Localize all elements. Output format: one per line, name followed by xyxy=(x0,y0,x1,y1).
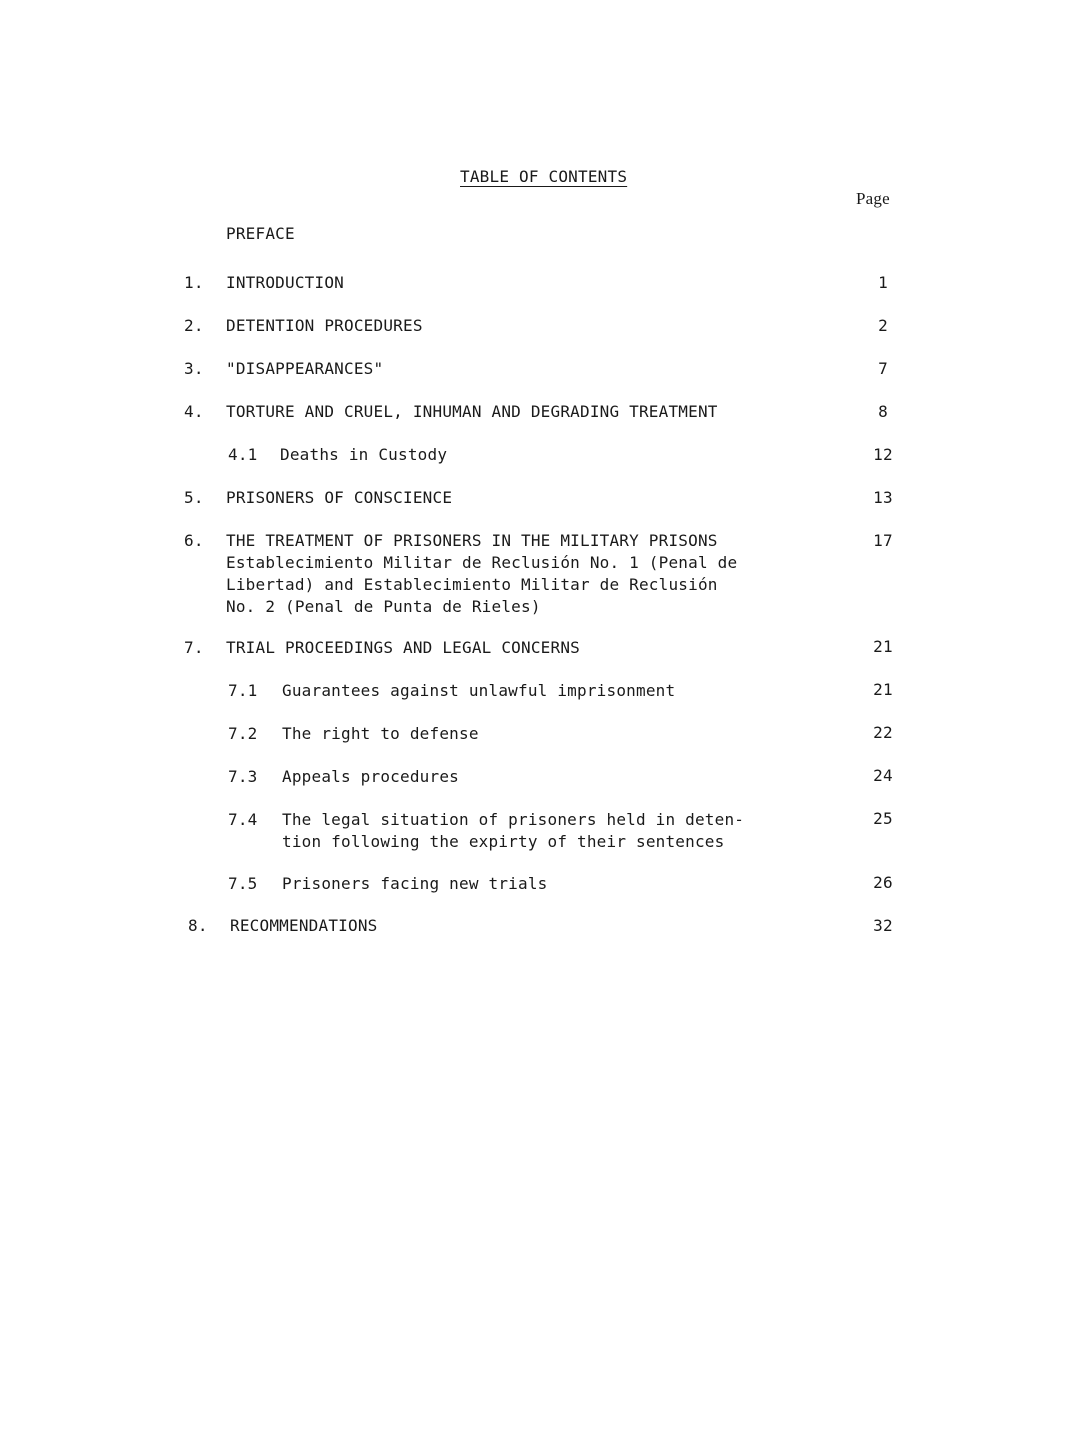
toc-subnumber: 7.5 xyxy=(228,874,258,893)
toc-entry-title: TRIAL PROCEEDINGS AND LEGAL CONCERNS xyxy=(226,638,580,657)
toc-page-number: 12 xyxy=(873,445,893,464)
toc-subentry-title: Prisoners facing new trials xyxy=(282,874,548,893)
toc-subentry-title-line: tion following the expirty of their sentences xyxy=(282,832,725,851)
toc-number: 8. xyxy=(188,916,208,935)
toc-subnumber: 7.4 xyxy=(228,810,258,829)
toc-number: 3. xyxy=(184,359,204,378)
toc-number: 2. xyxy=(184,316,204,335)
toc-entry-title-line: THE TREATMENT OF PRISONERS IN THE MILITARY PRISONS xyxy=(226,531,718,550)
toc-entry-title-line: Establecimiento Militar de Reclusión No. 1 (Penal de xyxy=(226,553,738,572)
toc-subnumber: 7.2 xyxy=(228,724,258,743)
toc-entry-title: DETENTION PROCEDURES xyxy=(226,316,423,335)
toc-page-number: 1 xyxy=(878,273,888,292)
toc-subnumber: 7.1 xyxy=(228,681,258,700)
toc-subentry-title: Deaths in Custody xyxy=(280,445,448,464)
toc-subentry-title: Guarantees against unlawful imprisonment xyxy=(282,681,676,700)
toc-subnumber: 4.1 xyxy=(228,445,258,464)
toc-page-number: 2 xyxy=(878,316,888,335)
toc-number: 5. xyxy=(184,488,204,507)
toc-entry-title: PRISONERS OF CONSCIENCE xyxy=(226,488,453,507)
toc-page-number: 21 xyxy=(873,637,893,656)
toc-page-number: 8 xyxy=(878,402,888,421)
toc-subentry-title: The right to defense xyxy=(282,724,479,743)
toc-subentry-title-line: The legal situation of prisoners held in deten- xyxy=(282,810,745,829)
toc-page-number: 24 xyxy=(873,766,893,785)
toc-page-number: 26 xyxy=(873,873,893,892)
toc-entry-title: TORTURE AND CRUEL, INHUMAN AND DEGRADING TREATMENT xyxy=(226,402,718,421)
toc-entry-title: INTRODUCTION xyxy=(226,273,344,292)
toc-page-number: 32 xyxy=(873,916,893,935)
toc-number: 4. xyxy=(184,402,204,421)
toc-page-number: 7 xyxy=(878,359,888,378)
toc-page-number: 25 xyxy=(873,809,893,828)
page-column-header: Page xyxy=(856,189,890,208)
toc-number: 1. xyxy=(184,273,204,292)
toc-page-number: 22 xyxy=(873,723,893,742)
toc-entry-title: RECOMMENDATIONS xyxy=(230,916,378,935)
page-title: TABLE OF CONTENTS xyxy=(460,167,628,186)
toc-subnumber: 7.3 xyxy=(228,767,258,786)
toc-page-number: 17 xyxy=(873,531,893,550)
preface-entry: PREFACE xyxy=(226,224,295,243)
toc-page-number: 13 xyxy=(873,488,893,507)
toc-page-number: 21 xyxy=(873,680,893,699)
toc-subentry-title: Appeals procedures xyxy=(282,767,459,786)
toc-number: 6. xyxy=(184,531,204,550)
toc-number: 7. xyxy=(184,638,204,657)
toc-entry-title: "DISAPPEARANCES" xyxy=(226,359,384,378)
toc-entry-title-line: Libertad) and Establecimiento Militar de Reclusión xyxy=(226,575,718,594)
toc-entry-title-line: No. 2 (Penal de Punta de Rieles) xyxy=(226,597,541,616)
